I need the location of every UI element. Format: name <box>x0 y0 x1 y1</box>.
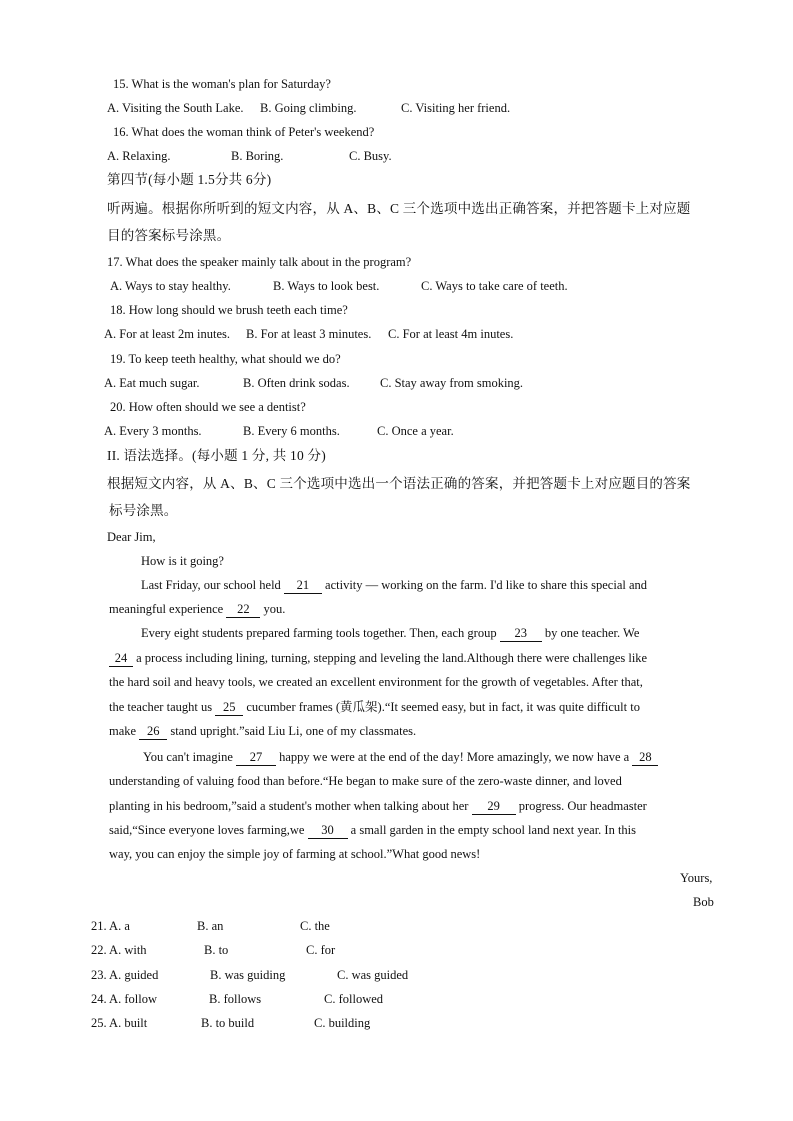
letter-line: the teacher taught us 25 cucumber frames (黄瓜架).“It seemed easy, but in fact, it was quite difficult to <box>109 700 640 714</box>
option-b: B. an <box>197 919 224 933</box>
option-15b: B. Going climbing. <box>260 101 357 115</box>
part-2-title: II. 语法选择。(每小题 1 分, 共 10 分) <box>107 448 326 463</box>
blank-24: 24 <box>109 651 133 667</box>
letter-line: understanding of valuing food than before.“He began to make sure of the zero-waste dinner, and loved <box>109 774 622 788</box>
option-b: B. follows <box>209 992 262 1006</box>
option-17b: B. Ways to look best. <box>273 279 380 293</box>
option-16a: A. Relaxing. <box>107 149 171 163</box>
option-19c: C. Stay away from smoking. <box>380 376 524 390</box>
option-c: C. for <box>306 943 336 957</box>
option-c: C. was guided <box>337 968 409 982</box>
part-2-instruction-2: 标号涂黑。 <box>109 503 178 518</box>
option-15a: A. Visiting the South Lake. <box>107 101 244 115</box>
option-a: 21. A. a <box>91 919 130 933</box>
letter-line: 24 a process including lining, turning, stepping and leveling the land.Although there were challenges like <box>109 649 647 667</box>
letter-line: planting in his bedroom,”said a student's mother when talking about her 29 progress. Our headmaster <box>109 799 647 813</box>
blank-28: 28 <box>632 750 658 766</box>
question-15: 15. What is the woman's plan for Saturday? <box>113 77 331 91</box>
section-4-title: 第四节(每小题 1.5分共 6分) <box>107 172 272 187</box>
blank-26: 26 <box>139 724 167 740</box>
option-18a: A. For at least 2m inutes. <box>104 327 231 341</box>
letter-line: You can't imagine 27 happy we were at the end of the day! More amazingly, we now have a 28 <box>143 748 658 766</box>
part-2-instruction-1: 根据短文内容，从 A、B、C 三个选项中选出一个语法正确的答案，并把答题卡上对应题目的答案 <box>107 476 691 491</box>
question-18: 18. How long should we brush teeth each time? <box>110 303 348 317</box>
letter-signature: Bob <box>693 895 714 909</box>
letter-line: meaningful experience 22 you. <box>109 602 286 616</box>
letter-greeting: Dear Jim, <box>107 530 156 544</box>
option-20a: A. Every 3 months. <box>104 424 202 438</box>
letter-line: How is it going? <box>141 554 224 568</box>
option-18b: B. For at least 3 minutes. <box>246 327 372 341</box>
option-c: C. followed <box>324 992 384 1006</box>
section-4-instruction-1: 听两遍。根据你所听到的短文内容，从 A、B、C 三个选项中选出正确答案，并把答题卡上对应题 <box>107 201 691 216</box>
option-a: 24. A. follow <box>91 992 157 1006</box>
letter-line: Last Friday, our school held 21 activity — working on the farm. I'd like to share this special and <box>141 578 648 592</box>
blank-25: 25 <box>215 700 243 716</box>
blank-21: 21 <box>284 578 322 594</box>
option-16b: B. Boring. <box>231 149 284 163</box>
blank-27: 27 <box>236 750 276 766</box>
option-15c: C. Visiting her friend. <box>401 101 511 115</box>
letter-line: make 26 stand upright.”said Liu Li, one of my classmates. <box>109 724 417 738</box>
letter-line: the hard soil and heavy tools, we created an excellent environment for the growth of vegetables. After that, <box>109 675 643 689</box>
option-b: B. to build <box>201 1016 255 1030</box>
section-4-instruction-2: 目的答案标号涂黑。 <box>107 228 231 243</box>
letter-line: said,“Since everyone loves farming,we 30 a small garden in the empty school land next year. In this <box>109 823 637 837</box>
blank-23: 23 <box>500 626 542 642</box>
option-b: B. was guiding <box>210 968 286 982</box>
option-b: B. to <box>204 943 229 957</box>
option-a: 25. A. built <box>91 1016 148 1030</box>
option-19a: A. Eat much sugar. <box>104 376 200 390</box>
blank-30: 30 <box>308 823 348 839</box>
option-17c: C. Ways to take care of teeth. <box>421 279 568 293</box>
question-20: 20. How often should we see a dentist? <box>110 400 306 414</box>
question-19: 19. To keep teeth healthy, what should we do? <box>110 352 341 366</box>
letter-closing: Yours, <box>680 871 713 885</box>
blank-29: 29 <box>472 799 516 815</box>
option-20c: C. Once a year. <box>377 424 454 438</box>
letter-line: Every eight students prepared farming tools together. Then, each group 23 by one teacher. We <box>141 626 640 640</box>
option-18c: C. For at least 4m inutes. <box>388 327 514 341</box>
option-a: 23. A. guided <box>91 968 159 982</box>
option-17a: A. Ways to stay healthy. <box>110 279 231 293</box>
letter-line: way, you can enjoy the simple joy of farming at school.”What good news! <box>109 847 481 861</box>
option-c: C. the <box>300 919 330 933</box>
option-a: 22. A. with <box>91 943 147 957</box>
question-16: 16. What does the woman think of Peter's weekend? <box>113 125 375 139</box>
option-20b: B. Every 6 months. <box>243 424 340 438</box>
option-c: C. building <box>314 1016 371 1030</box>
question-17: 17. What does the speaker mainly talk about in the program? <box>107 255 412 269</box>
blank-22: 22 <box>226 602 260 618</box>
option-19b: B. Often drink sodas. <box>243 376 350 390</box>
option-16c: C. Busy. <box>349 149 392 163</box>
